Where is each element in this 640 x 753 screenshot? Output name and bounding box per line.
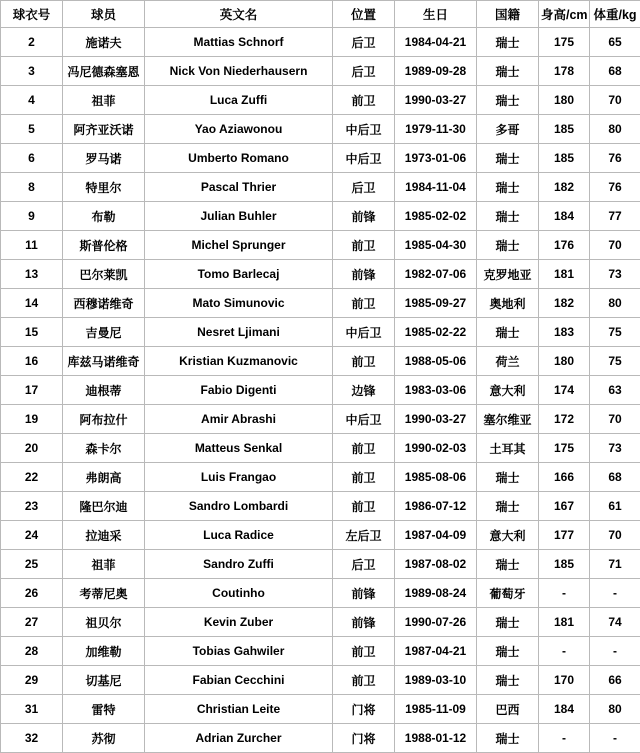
cell-english-name: Kevin Zuber <box>145 608 333 637</box>
cell-player: 冯尼德森塞恩 <box>63 57 145 86</box>
cell-weight: 75 <box>590 347 640 376</box>
cell-height: 182 <box>539 289 590 318</box>
cell-shirt-number: 27 <box>1 608 63 637</box>
cell-height: 170 <box>539 666 590 695</box>
cell-player: 森卡尔 <box>63 434 145 463</box>
cell-shirt-number: 13 <box>1 260 63 289</box>
cell-birthday: 1987-04-21 <box>395 637 477 666</box>
table-row <box>1 463 640 492</box>
cell-player: 西穆诺维奇 <box>63 289 145 318</box>
table-row <box>1 608 640 637</box>
cell-nationality: 瑞士 <box>477 637 539 666</box>
cell-position: 中后卫 <box>333 405 395 434</box>
cell-height: 185 <box>539 550 590 579</box>
cell-height: 180 <box>539 347 590 376</box>
cell-height: 185 <box>539 144 590 173</box>
table-row <box>1 173 640 202</box>
cell-shirt-number: 5 <box>1 115 63 144</box>
cell-position: 前锋 <box>333 579 395 608</box>
cell-player: 祖菲 <box>63 86 145 115</box>
cell-player: 阿齐亚沃诺 <box>63 115 145 144</box>
cell-english-name: Amir Abrashi <box>145 405 333 434</box>
table-row <box>1 28 640 57</box>
cell-weight: 76 <box>590 144 640 173</box>
cell-shirt-number: 26 <box>1 579 63 608</box>
cell-shirt-number: 22 <box>1 463 63 492</box>
cell-english-name: Tomo Barlecaj <box>145 260 333 289</box>
cell-shirt-number: 8 <box>1 173 63 202</box>
column-header-player: 球员 <box>63 1 145 28</box>
cell-player: 施诺夫 <box>63 28 145 57</box>
cell-birthday: 1989-08-24 <box>395 579 477 608</box>
cell-height: - <box>539 637 590 666</box>
cell-shirt-number: 2 <box>1 28 63 57</box>
cell-nationality: 奥地利 <box>477 289 539 318</box>
cell-position: 前卫 <box>333 666 395 695</box>
cell-shirt-number: 11 <box>1 231 63 260</box>
cell-position: 前锋 <box>333 260 395 289</box>
cell-player: 吉曼尼 <box>63 318 145 347</box>
table-row <box>1 637 640 666</box>
cell-player: 罗马诺 <box>63 144 145 173</box>
cell-nationality: 瑞士 <box>477 173 539 202</box>
cell-birthday: 1988-01-12 <box>395 724 477 753</box>
cell-shirt-number: 19 <box>1 405 63 434</box>
cell-player: 苏彻 <box>63 724 145 753</box>
cell-shirt-number: 15 <box>1 318 63 347</box>
table-row <box>1 347 640 376</box>
cell-english-name: Tobias Gahwiler <box>145 637 333 666</box>
table-row <box>1 289 640 318</box>
column-header-english-name: 英文名 <box>145 1 333 28</box>
cell-player: 考蒂尼奥 <box>63 579 145 608</box>
cell-weight: 70 <box>590 231 640 260</box>
table-row <box>1 202 640 231</box>
cell-nationality: 意大利 <box>477 376 539 405</box>
cell-english-name: Nesret Ljimani <box>145 318 333 347</box>
cell-birthday: 1989-03-10 <box>395 666 477 695</box>
cell-shirt-number: 14 <box>1 289 63 318</box>
cell-nationality: 意大利 <box>477 521 539 550</box>
cell-position: 前卫 <box>333 434 395 463</box>
cell-height: 182 <box>539 173 590 202</box>
cell-height: 183 <box>539 318 590 347</box>
cell-english-name: Pascal Thrier <box>145 173 333 202</box>
cell-weight: 74 <box>590 608 640 637</box>
cell-english-name: Adrian Zurcher <box>145 724 333 753</box>
cell-player: 加维勒 <box>63 637 145 666</box>
cell-weight: 80 <box>590 115 640 144</box>
cell-weight: 61 <box>590 492 640 521</box>
cell-position: 中后卫 <box>333 144 395 173</box>
cell-player: 隆巴尔迪 <box>63 492 145 521</box>
cell-player: 祖贝尔 <box>63 608 145 637</box>
cell-position: 后卫 <box>333 550 395 579</box>
cell-height: 172 <box>539 405 590 434</box>
cell-weight: - <box>590 724 640 753</box>
table-row <box>1 318 640 347</box>
cell-weight: 80 <box>590 289 640 318</box>
cell-weight: 77 <box>590 202 640 231</box>
cell-weight: 63 <box>590 376 640 405</box>
cell-nationality: 瑞士 <box>477 463 539 492</box>
cell-nationality: 多哥 <box>477 115 539 144</box>
cell-position: 前卫 <box>333 492 395 521</box>
table-row <box>1 144 640 173</box>
cell-shirt-number: 16 <box>1 347 63 376</box>
column-header-height: 身高/cm <box>539 1 590 28</box>
table-row <box>1 579 640 608</box>
cell-english-name: Mato Simunovic <box>145 289 333 318</box>
cell-birthday: 1985-11-09 <box>395 695 477 724</box>
cell-nationality: 瑞士 <box>477 86 539 115</box>
cell-english-name: Julian Buhler <box>145 202 333 231</box>
header-row <box>1 1 640 28</box>
column-header-nationality: 国籍 <box>477 1 539 28</box>
cell-birthday: 1984-11-04 <box>395 173 477 202</box>
table-row <box>1 521 640 550</box>
cell-shirt-number: 24 <box>1 521 63 550</box>
cell-shirt-number: 32 <box>1 724 63 753</box>
table-row <box>1 86 640 115</box>
cell-english-name: Christian Leite <box>145 695 333 724</box>
table-row <box>1 376 640 405</box>
cell-height: - <box>539 579 590 608</box>
cell-position: 前卫 <box>333 289 395 318</box>
cell-shirt-number: 6 <box>1 144 63 173</box>
cell-weight: 68 <box>590 463 640 492</box>
cell-height: 181 <box>539 608 590 637</box>
cell-position: 门将 <box>333 724 395 753</box>
cell-nationality: 土耳其 <box>477 434 539 463</box>
cell-weight: 71 <box>590 550 640 579</box>
cell-position: 前卫 <box>333 231 395 260</box>
cell-weight: 66 <box>590 666 640 695</box>
cell-english-name: Luca Radice <box>145 521 333 550</box>
table-row <box>1 115 640 144</box>
cell-nationality: 瑞士 <box>477 57 539 86</box>
column-header-birthday: 生日 <box>395 1 477 28</box>
cell-birthday: 1985-02-22 <box>395 318 477 347</box>
cell-birthday: 1989-09-28 <box>395 57 477 86</box>
cell-player: 布勒 <box>63 202 145 231</box>
cell-birthday: 1985-08-06 <box>395 463 477 492</box>
cell-player: 巴尔莱凯 <box>63 260 145 289</box>
cell-height: 185 <box>539 115 590 144</box>
cell-weight: 65 <box>590 28 640 57</box>
cell-height: 178 <box>539 57 590 86</box>
cell-height: 166 <box>539 463 590 492</box>
cell-birthday: 1985-02-02 <box>395 202 477 231</box>
cell-position: 门将 <box>333 695 395 724</box>
cell-english-name: Kristian Kuzmanovic <box>145 347 333 376</box>
cell-nationality: 克罗地亚 <box>477 260 539 289</box>
cell-player: 拉迪采 <box>63 521 145 550</box>
cell-shirt-number: 28 <box>1 637 63 666</box>
table-row <box>1 260 640 289</box>
cell-position: 左后卫 <box>333 521 395 550</box>
cell-birthday: 1985-04-30 <box>395 231 477 260</box>
cell-weight: 76 <box>590 173 640 202</box>
cell-birthday: 1983-03-06 <box>395 376 477 405</box>
cell-position: 中后卫 <box>333 318 395 347</box>
cell-nationality: 荷兰 <box>477 347 539 376</box>
cell-position: 前卫 <box>333 637 395 666</box>
table-row <box>1 724 640 753</box>
cell-weight: 73 <box>590 260 640 289</box>
cell-birthday: 1985-09-27 <box>395 289 477 318</box>
cell-height: 177 <box>539 521 590 550</box>
cell-position: 前卫 <box>333 463 395 492</box>
cell-height: 174 <box>539 376 590 405</box>
cell-nationality: 瑞士 <box>477 666 539 695</box>
cell-nationality: 瑞士 <box>477 724 539 753</box>
cell-height: 175 <box>539 28 590 57</box>
cell-height: 176 <box>539 231 590 260</box>
cell-player: 雷特 <box>63 695 145 724</box>
cell-height: 184 <box>539 695 590 724</box>
cell-player: 特里尔 <box>63 173 145 202</box>
column-header-weight: 体重/kg <box>590 1 640 28</box>
cell-english-name: Mattias Schnorf <box>145 28 333 57</box>
cell-english-name: Fabian Cecchini <box>145 666 333 695</box>
cell-height: 180 <box>539 86 590 115</box>
cell-weight: 80 <box>590 695 640 724</box>
cell-nationality: 瑞士 <box>477 202 539 231</box>
cell-birthday: 1979-11-30 <box>395 115 477 144</box>
cell-english-name: Sandro Lombardi <box>145 492 333 521</box>
cell-shirt-number: 29 <box>1 666 63 695</box>
cell-nationality: 葡萄牙 <box>477 579 539 608</box>
cell-height: 175 <box>539 434 590 463</box>
cell-english-name: Sandro Zuffi <box>145 550 333 579</box>
table-body <box>1 28 640 753</box>
cell-shirt-number: 3 <box>1 57 63 86</box>
cell-weight: 75 <box>590 318 640 347</box>
cell-weight: 70 <box>590 521 640 550</box>
cell-shirt-number: 20 <box>1 434 63 463</box>
cell-english-name: Luis Frangao <box>145 463 333 492</box>
cell-nationality: 瑞士 <box>477 318 539 347</box>
cell-shirt-number: 31 <box>1 695 63 724</box>
cell-position: 后卫 <box>333 173 395 202</box>
cell-player: 迪根蒂 <box>63 376 145 405</box>
cell-nationality: 瑞士 <box>477 28 539 57</box>
cell-nationality: 瑞士 <box>477 231 539 260</box>
cell-position: 前锋 <box>333 608 395 637</box>
cell-position: 前卫 <box>333 86 395 115</box>
table-row <box>1 695 640 724</box>
cell-nationality: 巴西 <box>477 695 539 724</box>
cell-english-name: Matteus Senkal <box>145 434 333 463</box>
cell-birthday: 1990-02-03 <box>395 434 477 463</box>
cell-height: - <box>539 724 590 753</box>
cell-english-name: Luca Zuffi <box>145 86 333 115</box>
cell-birthday: 1986-07-12 <box>395 492 477 521</box>
column-header-shirt-number: 球衣号 <box>1 1 63 28</box>
cell-weight: 73 <box>590 434 640 463</box>
table-row <box>1 434 640 463</box>
table-row <box>1 666 640 695</box>
cell-birthday: 1973-01-06 <box>395 144 477 173</box>
cell-weight: 70 <box>590 86 640 115</box>
cell-position: 边锋 <box>333 376 395 405</box>
cell-position: 前卫 <box>333 347 395 376</box>
table-row <box>1 57 640 86</box>
cell-position: 后卫 <box>333 28 395 57</box>
cell-shirt-number: 4 <box>1 86 63 115</box>
cell-shirt-number: 23 <box>1 492 63 521</box>
cell-weight: - <box>590 579 640 608</box>
cell-birthday: 1984-04-21 <box>395 28 477 57</box>
cell-english-name: Coutinho <box>145 579 333 608</box>
cell-english-name: Fabio Digenti <box>145 376 333 405</box>
cell-birthday: 1982-07-06 <box>395 260 477 289</box>
cell-english-name: Yao Aziawonou <box>145 115 333 144</box>
cell-height: 167 <box>539 492 590 521</box>
cell-nationality: 瑞士 <box>477 550 539 579</box>
cell-nationality: 瑞士 <box>477 492 539 521</box>
table-row <box>1 550 640 579</box>
cell-position: 前锋 <box>333 202 395 231</box>
cell-shirt-number: 9 <box>1 202 63 231</box>
cell-weight: 68 <box>590 57 640 86</box>
cell-birthday: 1990-03-27 <box>395 405 477 434</box>
cell-birthday: 1987-08-02 <box>395 550 477 579</box>
cell-height: 181 <box>539 260 590 289</box>
table-row <box>1 231 640 260</box>
cell-shirt-number: 25 <box>1 550 63 579</box>
table-row <box>1 405 640 434</box>
cell-height: 184 <box>539 202 590 231</box>
cell-weight: - <box>590 637 640 666</box>
cell-player: 祖菲 <box>63 550 145 579</box>
cell-player: 库兹马诺维奇 <box>63 347 145 376</box>
cell-english-name: Umberto Romano <box>145 144 333 173</box>
cell-birthday: 1988-05-06 <box>395 347 477 376</box>
cell-player: 切基尼 <box>63 666 145 695</box>
cell-nationality: 瑞士 <box>477 608 539 637</box>
table-header <box>1 1 640 28</box>
cell-english-name: Michel Sprunger <box>145 231 333 260</box>
cell-birthday: 1990-03-27 <box>395 86 477 115</box>
cell-position: 后卫 <box>333 57 395 86</box>
cell-english-name: Nick Von Niederhausern <box>145 57 333 86</box>
cell-position: 中后卫 <box>333 115 395 144</box>
cell-player: 斯普伦格 <box>63 231 145 260</box>
cell-weight: 70 <box>590 405 640 434</box>
column-header-position: 位置 <box>333 1 395 28</box>
cell-nationality: 塞尔维亚 <box>477 405 539 434</box>
cell-shirt-number: 17 <box>1 376 63 405</box>
cell-nationality: 瑞士 <box>477 144 539 173</box>
cell-birthday: 1990-07-26 <box>395 608 477 637</box>
cell-player: 弗朗高 <box>63 463 145 492</box>
cell-player: 阿布拉什 <box>63 405 145 434</box>
cell-birthday: 1987-04-09 <box>395 521 477 550</box>
table-row <box>1 492 640 521</box>
